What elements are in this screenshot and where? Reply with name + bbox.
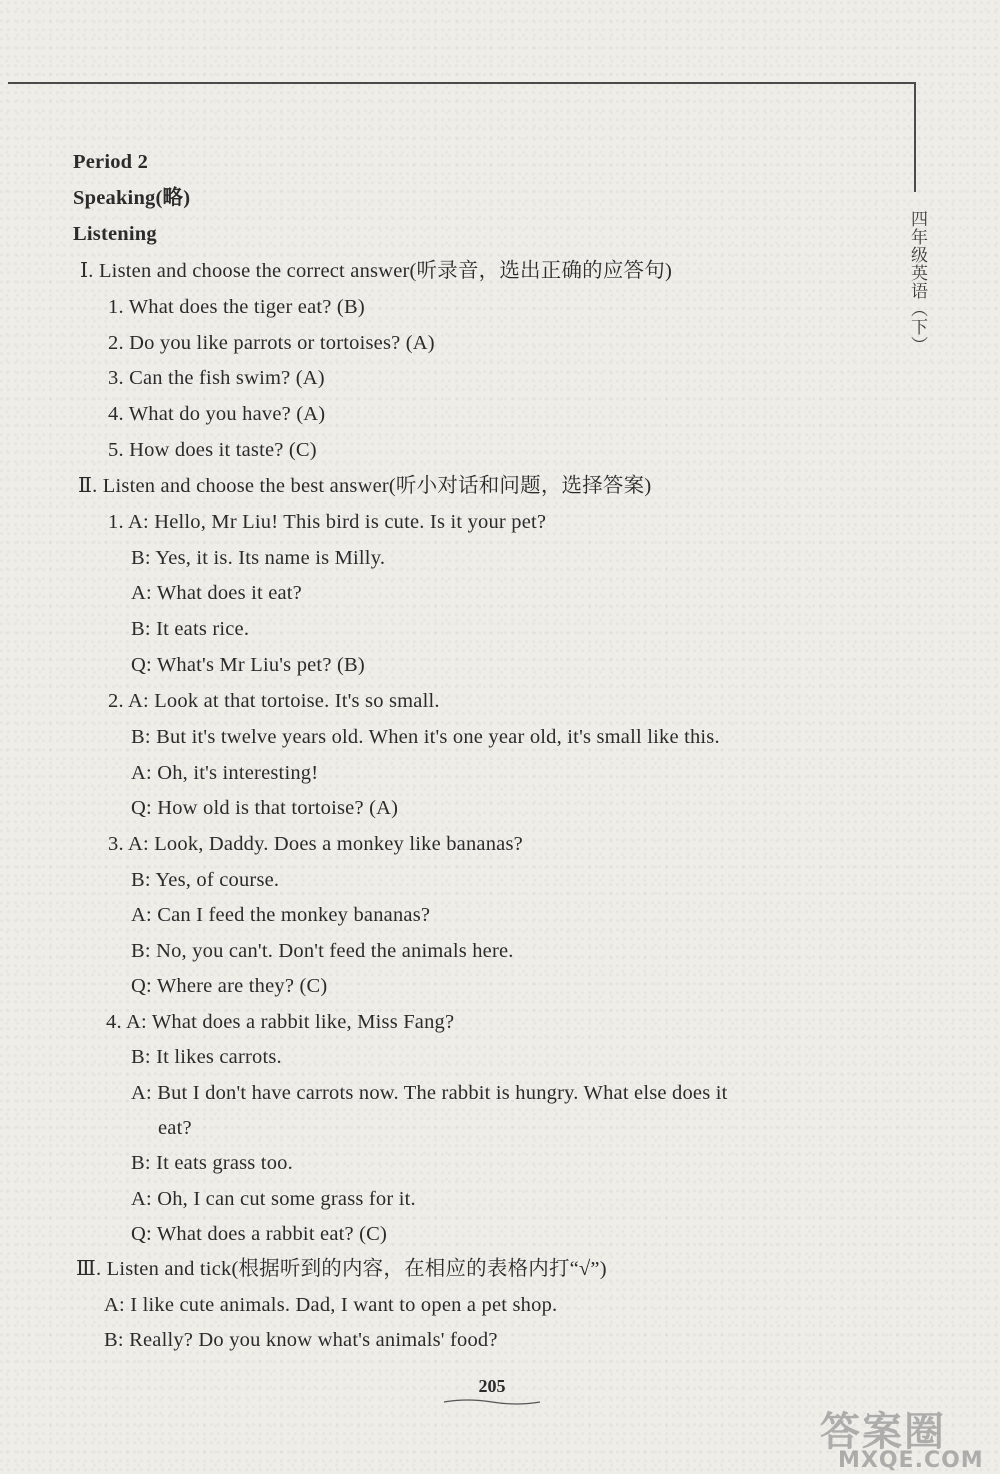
text-line: 4. A: What does a rabbit like, Miss Fang? bbox=[106, 1011, 455, 1033]
watermark-url: MXQE.COM bbox=[838, 1448, 984, 1473]
text-line: 1. What does the tiger eat? (B) bbox=[108, 296, 365, 318]
text-line: 1. A: Hello, Mr Liu! This bird is cute. Is it your pet? bbox=[108, 511, 547, 533]
text-line: A: Oh, I can cut some grass for it. bbox=[131, 1188, 416, 1210]
period-heading: Period 2 bbox=[73, 151, 149, 173]
text-line: 3. A: Look, Daddy. Does a monkey like bananas? bbox=[108, 833, 523, 855]
text-line: A: But I don't have carrots now. The rabbit is hungry. What else does it bbox=[131, 1082, 728, 1104]
watermark bbox=[820, 1400, 1000, 1474]
text-line: 3. Can the fish swim? (A) bbox=[108, 367, 325, 389]
side-label: 四年级英语（下） bbox=[907, 210, 927, 354]
text-line: Q: What does a rabbit eat? (C) bbox=[131, 1223, 388, 1245]
text-line: Q: How old is that tortoise? (A) bbox=[131, 797, 399, 819]
text-line: B: But it's twelve years old. When it's one year old, it's small like this. bbox=[131, 726, 720, 748]
side-rule bbox=[914, 82, 916, 192]
text-line: A: Oh, it's interesting! bbox=[131, 762, 319, 784]
text-line: B: No, you can't. Don't feed the animals here. bbox=[131, 940, 514, 962]
section-heading-1: Ⅰ. Listen and choose the correct answer(听录音，选出正确的应答句) bbox=[80, 260, 672, 282]
speaking-heading: Speaking(略) bbox=[73, 187, 191, 209]
text-line: A: What does it eat? bbox=[131, 582, 302, 604]
text-line: A: Can I feed the monkey bananas? bbox=[131, 904, 431, 926]
text-line: eat? bbox=[158, 1117, 192, 1139]
text-line: 2. A: Look at that tortoise. It's so small. bbox=[108, 690, 440, 712]
top-rule bbox=[8, 82, 916, 84]
text-line: Q: What's Mr Liu's pet? (B) bbox=[131, 654, 365, 676]
text-line: B: Yes, of course. bbox=[131, 869, 280, 891]
text-line: 4. What do you have? (A) bbox=[108, 403, 326, 425]
text-line: 5. How does it taste? (C) bbox=[108, 439, 317, 461]
text-line: A: I like cute animals. Dad, I want to open a pet shop. bbox=[104, 1294, 558, 1316]
text-line: B: Yes, it is. Its name is Milly. bbox=[131, 547, 386, 569]
text-line: B: It eats rice. bbox=[131, 618, 250, 640]
text-line: 2. Do you like parrots or tortoises? (A) bbox=[108, 332, 435, 354]
page-number: 205 bbox=[478, 1376, 506, 1396]
listening-heading: Listening bbox=[73, 223, 157, 245]
page-ornament-icon bbox=[442, 1398, 542, 1406]
section-heading-3: Ⅲ. Listen and tick(根据听到的内容，在相应的表格内打“√”) bbox=[76, 1258, 607, 1280]
text-line: B: Really? Do you know what's animals' food? bbox=[104, 1329, 498, 1351]
section-heading-2: Ⅱ. Listen and choose the best answer(听小对话和问题，选择答案) bbox=[78, 475, 652, 497]
text-line: Q: Where are they? (C) bbox=[131, 975, 328, 997]
text-line: B: It eats grass too. bbox=[131, 1152, 293, 1174]
text-line: B: It likes carrots. bbox=[131, 1046, 282, 1068]
watermark-title: 答案圈 bbox=[820, 1409, 946, 1455]
